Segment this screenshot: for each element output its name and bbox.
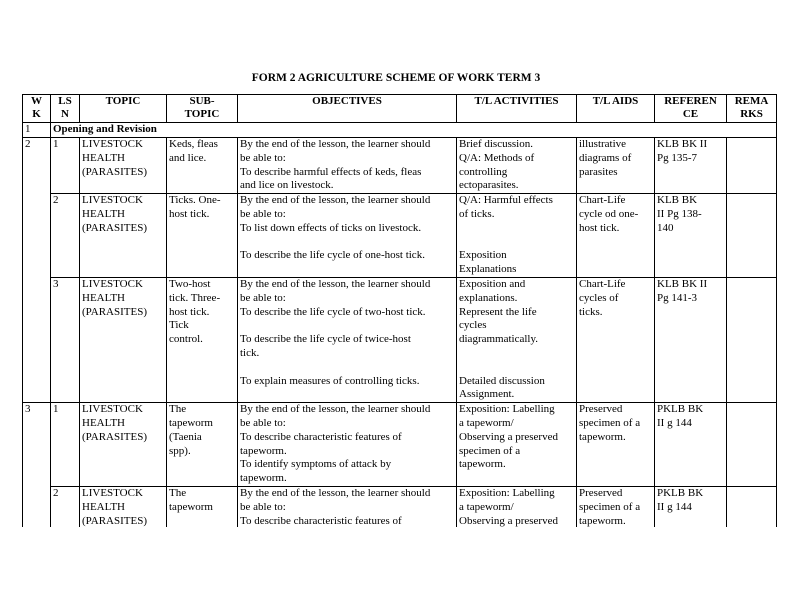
aids-cell: Preserved specimen of a tapeworm.: [577, 403, 655, 487]
activities-cell: Brief discussion. Q/A: Methods of controlling ectoparasites.: [457, 138, 577, 194]
lesson-row: [23, 403, 777, 487]
subtopic-cell: The tapeworm (Taenia spp).: [167, 403, 238, 487]
scheme-table: [22, 94, 777, 527]
remarks-cell: [727, 194, 777, 278]
lsn-cell: 1: [51, 138, 80, 194]
activities-cell: Q/A: Harmful effects of ticks. Exposition Explanations: [457, 194, 577, 278]
topic-cell: LIVESTOCK HEALTH (PARASITES): [80, 277, 167, 402]
topic-cell: LIVESTOCK HEALTH (PARASITES): [80, 194, 167, 278]
aids-cell: Preserved specimen of a tapeworm.: [577, 487, 655, 527]
lsn-cell: 3: [51, 277, 80, 402]
remarks-cell: [727, 277, 777, 402]
opening-label: Opening and Revision: [51, 123, 777, 138]
lesson-row: [23, 277, 777, 402]
lesson-row: [23, 194, 777, 278]
column-header: W K: [23, 95, 51, 123]
reference-cell: KLB BK II Pg 141-3: [655, 277, 727, 402]
topic-cell: LIVESTOCK HEALTH (PARASITES): [80, 138, 167, 194]
column-header: T/L ACTIVITIES: [457, 95, 577, 123]
objectives-cell: By the end of the lesson, the learner should be able to: To describe the life cycle of two-host tick. To describe the life cycle of twice-host tick. To explain measures of controlling ticks.: [238, 277, 457, 402]
week-cell: 2: [23, 138, 51, 403]
reference-cell: PKLB BK II g 144: [655, 403, 727, 487]
activities-cell: Exposition and explanations. Represent the life cycles diagrammatically. Detailed discussion Assignment.: [457, 277, 577, 402]
lsn-cell: 1: [51, 403, 80, 487]
activities-cell: Exposition: Labelling a tapeworm/ Observing a preserved: [457, 487, 577, 527]
column-header: TOPIC: [80, 95, 167, 123]
aids-cell: Chart-Life cycles of ticks.: [577, 277, 655, 402]
column-header: SUB- TOPIC: [167, 95, 238, 123]
subtopic-cell: Ticks. One- host tick.: [167, 194, 238, 278]
objectives-cell: By the end of the lesson, the learner should be able to: To describe characteristic features of: [238, 487, 457, 527]
remarks-cell: [727, 403, 777, 487]
header-row: [23, 95, 777, 123]
reference-cell: PKLB BK II g 144: [655, 487, 727, 527]
topic-cell: LIVESTOCK HEALTH (PARASITES): [80, 403, 167, 487]
column-header: REMA RKS: [727, 95, 777, 123]
week-cell: 1: [23, 123, 51, 138]
column-header: OBJECTIVES: [238, 95, 457, 123]
topic-cell: LIVESTOCK HEALTH (PARASITES): [80, 487, 167, 527]
objectives-cell: By the end of the lesson, the learner should be able to: To describe characteristic features of tapeworm. To identify symptoms of attack by tapeworm.: [238, 403, 457, 487]
column-header: T/L AIDS: [577, 95, 655, 123]
reference-cell: KLB BK II Pg 138- 140: [655, 194, 727, 278]
lsn-cell: 2: [51, 194, 80, 278]
column-header: LS N: [51, 95, 80, 123]
document-title: FORM 2 AGRICULTURE SCHEME OF WORK TERM 3: [251, 72, 541, 84]
reference-cell: KLB BK II Pg 135-7: [655, 138, 727, 194]
activities-cell: Exposition: Labelling a tapeworm/ Observing a preserved specimen of a tapeworm.: [457, 403, 577, 487]
subtopic-cell: Two-host tick. Three- host tick. Tick control.: [167, 277, 238, 402]
remarks-cell: [727, 487, 777, 527]
remarks-cell: [727, 138, 777, 194]
objectives-cell: By the end of the lesson, the learner should be able to: To describe harmful effects of keds, fleas and lice on livestock.: [238, 138, 457, 194]
lsn-cell: 2: [51, 487, 80, 527]
aids-cell: Chart-Life cycle od one- host tick.: [577, 194, 655, 278]
subtopic-cell: The tapeworm: [167, 487, 238, 527]
column-header: REFEREN CE: [655, 95, 727, 123]
aids-cell: illustrative diagrams of parasites: [577, 138, 655, 194]
opening-row: [23, 123, 777, 138]
lesson-row: [23, 138, 777, 194]
week-cell: 3: [23, 403, 51, 527]
subtopic-cell: Keds, fleas and lice.: [167, 138, 238, 194]
lesson-row: [23, 487, 777, 527]
objectives-cell: By the end of the lesson, the learner should be able to: To list down effects of ticks on livestock. To describe the life cycle of one-host tick.: [238, 194, 457, 278]
